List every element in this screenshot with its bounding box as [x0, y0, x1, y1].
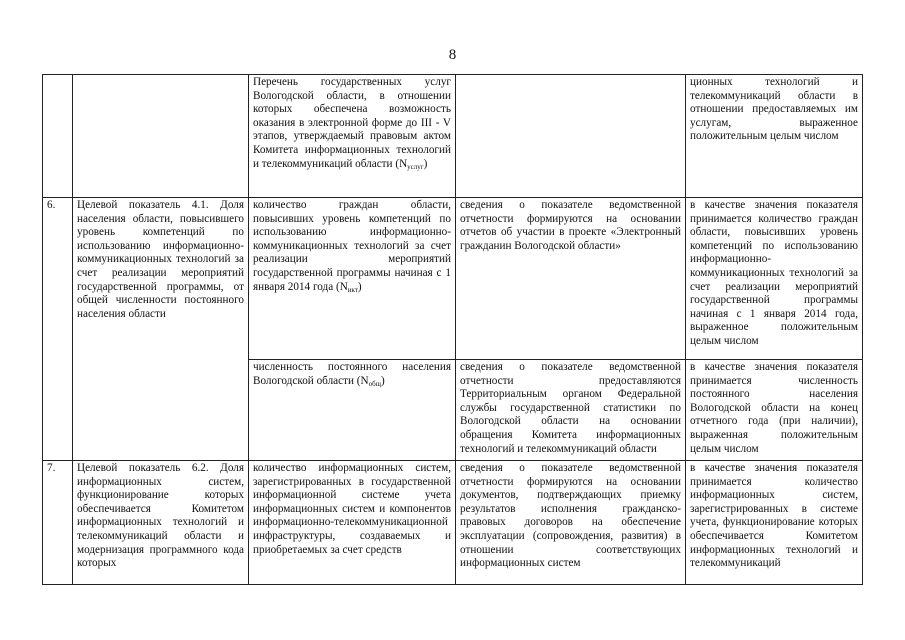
source-cell: сведения о показателе ведомственной отчетности предоставляются Территориальным органом Федеральной службы государственной статистики по Вологодской области на основании обращения Комитета информационных технологий и телекоммуникаций области: [456, 360, 686, 461]
row-number-cell: [43, 75, 73, 198]
method-cell: в качестве значения показателя принимается численность постоянного населения Вологодской области на конец отчетного года (при наличии), выраженная положительным целым числом: [686, 360, 863, 461]
component-tail: ): [357, 280, 362, 293]
component-subscript: икт: [347, 285, 358, 294]
method-cell: в качестве значения показателя принимается количество граждан области, повысивших уровень компетенций по использованию информационно-коммуникационных технологий за счет реализации мероприятий государственной программы начиная с 1 января 2014 года, выраженное положительным целым числом: [686, 198, 863, 360]
indicator-cell: Целевой показатель 4.1. Доля населения области, повысившего уровень компетенций по использованию информационно-коммуникационных технологий за счет реализации мероприятий государственной программы, от общей численности постоянного населения области: [73, 198, 249, 461]
component-tail: ): [381, 374, 385, 387]
indicator-cell: [73, 75, 249, 198]
row-number-cell: 7.: [43, 461, 73, 585]
method-cell: в качестве значения показателя принимается количество информационных систем, зарегистрированных в системе учета, функционирование которых обеспечивается Комитетом информационных технологий и телекоммуникаций: [686, 461, 863, 585]
table-row-7: [43, 461, 863, 585]
method-cell: ционных технологий и телекоммуникаций области в отношении предоставляемых им услугам, выраженное положительным целым числом: [686, 75, 863, 198]
indicators-table: [42, 74, 863, 585]
component-cell: [249, 75, 456, 198]
component-subscript: услуг: [407, 162, 424, 171]
component-cell: [249, 198, 456, 360]
component-cell: [249, 360, 456, 461]
indicator-cell: Целевой показатель 6.2. Доля информационных систем, функционирование которых обеспечивается Комитетом информационных технологий и телекоммуникаций области и модернизация программного кода которых: [73, 461, 249, 585]
source-cell: сведения о показателе ведомственной отчетности формируются на основании документов, подтверждающих приемку результатов исполнения гражданско-правовых договоров на обеспечение эксплуатации (сопровождения, развития) в отношении соответствующих информационных систем: [456, 461, 686, 585]
component-text: Перечень государственных услуг Вологодской области, в отношении которых обеспечена возможность оказания в электронной форме до III - V этапов, утверждаемый правовым актом Комитета информационных технологий и телекоммуникаций области (N: [253, 76, 451, 170]
page-number: 8: [448, 47, 457, 63]
source-cell: [456, 75, 686, 198]
table-row-continuation: [43, 75, 863, 198]
row-number-cell: 6.: [43, 198, 73, 461]
component-tail: ): [423, 157, 428, 170]
component-cell: количество информационных систем, зарегистрированных в государственной информационной системе учета информационных систем и компонентов информационно-телекоммуникационной инфраструктуры, создаваемых и приобретаемых за счет средств: [249, 461, 456, 585]
table-row-6: [43, 198, 863, 360]
component-text: численность постоянного населения Вологодской области (N: [253, 361, 451, 387]
source-cell: сведения о показателе ведомственной отчетности формируются на основании отчетов об участии в проекте «Электронный гражданин Вологодской области»: [456, 198, 686, 360]
component-subscript: общ: [368, 379, 382, 388]
component-text: количество граждан области, повысивших уровень компетенций по использованию информационно-коммуникационных технологий за счет реализации мероприятий государственной программы начиная с 1 января 2014 года (N: [253, 199, 451, 293]
